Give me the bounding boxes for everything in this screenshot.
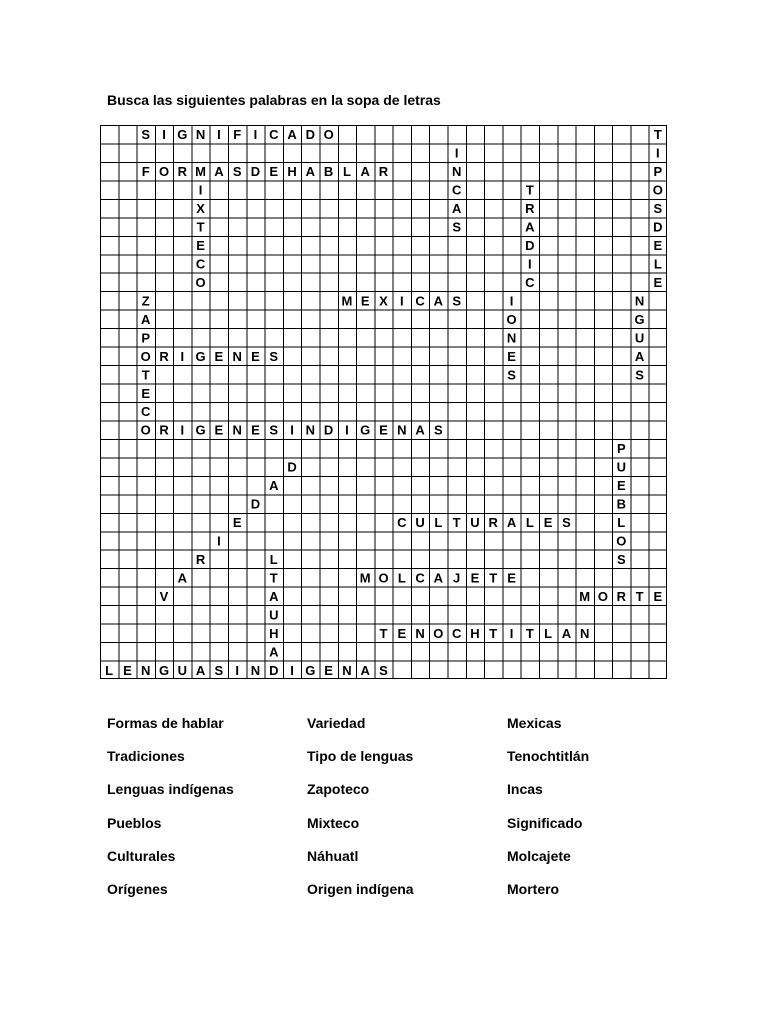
grid-letter: E: [123, 662, 132, 678]
grid-letter: S: [379, 662, 388, 678]
grid-letter: R: [177, 164, 188, 180]
grid-letter: N: [451, 164, 462, 180]
grid-letter: O: [195, 274, 206, 290]
grid-letter: L: [434, 515, 443, 531]
grid-letter: C: [141, 404, 151, 420]
grid-letter: O: [506, 311, 517, 327]
word-list-item: Molcajete: [507, 848, 571, 864]
grid-letter: I: [345, 422, 349, 438]
grid-letter: I: [180, 348, 185, 364]
grid-letter: N: [250, 662, 261, 678]
grid-letter: L: [653, 256, 662, 272]
grid-letter: A: [269, 588, 279, 604]
grid-letter: T: [141, 367, 150, 383]
grid-letter: T: [452, 515, 461, 531]
grid-letter: A: [360, 164, 370, 180]
grid-letter: P: [141, 330, 151, 346]
grid-letter: R: [488, 515, 498, 531]
grid-letter: U: [269, 607, 279, 623]
word-list-item: Mixteco: [307, 815, 360, 831]
grid-letter: L: [269, 551, 278, 567]
grid-letter: S: [141, 127, 151, 143]
grid-letter: A: [214, 164, 224, 180]
grid-letter: E: [232, 515, 242, 531]
grid-letter: N: [305, 422, 316, 438]
grid-letter: C: [415, 293, 425, 309]
grid-letter: L: [544, 625, 553, 641]
grid-letter: A: [433, 293, 444, 309]
grid-letter: N: [141, 662, 151, 678]
grid-letter: S: [269, 422, 279, 438]
grid-letter: C: [525, 274, 535, 290]
grid-letter: G: [195, 422, 206, 438]
grid-letter: I: [180, 422, 185, 438]
grid-letter: M: [579, 588, 591, 604]
word-list-item: Zapoteco: [307, 781, 370, 797]
grid-letter: E: [507, 570, 516, 586]
grid-letter: O: [323, 127, 334, 143]
word-list-item: Incas: [507, 781, 543, 797]
grid-letter: T: [635, 588, 644, 604]
grid-letter: E: [397, 625, 407, 641]
grid-letter: R: [195, 551, 206, 567]
grid-letter: M: [195, 164, 207, 180]
grid-letter: R: [616, 588, 626, 604]
word-list-item: Náhuatl: [307, 848, 359, 864]
grid-letter: N: [506, 330, 517, 346]
grid-letter: G: [305, 662, 316, 678]
grid-letter: G: [158, 662, 170, 678]
grid-letter: D: [269, 662, 279, 678]
word-list-item: Origen indígena: [307, 881, 414, 897]
grid-letter: N: [232, 348, 242, 364]
grid-letter: N: [415, 625, 425, 641]
grid-letter: I: [454, 145, 459, 161]
grid-letter: D: [250, 496, 261, 512]
grid-letter: R: [378, 164, 389, 180]
grid-letter: O: [616, 533, 627, 549]
word-list-item: Orígenes: [107, 881, 168, 897]
grid-letter: E: [251, 348, 260, 364]
grid-letter: A: [634, 348, 645, 364]
grid-letter: T: [489, 625, 498, 641]
grid-letter: T: [489, 570, 498, 586]
grid-letter: L: [105, 662, 114, 678]
grid-letter: A: [287, 127, 297, 143]
grid-letter: V: [159, 588, 169, 604]
grid-letter: E: [379, 422, 388, 438]
grid-letter: O: [597, 588, 609, 604]
grid-letter: B: [323, 164, 334, 180]
grid-letter: E: [269, 164, 279, 180]
grid-letter: T: [196, 219, 205, 235]
grid-letter: I: [217, 533, 221, 549]
grid-letter: R: [159, 422, 169, 438]
grid-letter: A: [433, 570, 444, 586]
grid-letter: E: [653, 588, 663, 604]
word-list-item: Formas de hablar: [107, 715, 224, 731]
grid-letter: I: [656, 145, 660, 161]
grid-letter: A: [305, 164, 316, 180]
grid-letter: L: [525, 515, 534, 531]
grid-letter: E: [196, 238, 205, 254]
grid-letter: S: [452, 293, 461, 309]
grid-letter: D: [305, 127, 316, 143]
grid-letter: O: [140, 422, 151, 438]
grid-letter: S: [653, 201, 663, 217]
grid-letter: E: [543, 515, 553, 531]
grid-letter: S: [214, 662, 224, 678]
grid-letter: A: [525, 219, 535, 235]
grid-letter: I: [162, 127, 166, 143]
grid-letter: A: [141, 311, 151, 327]
grid-letter: I: [290, 422, 294, 438]
grid-letter: S: [232, 164, 242, 180]
grid-letter: D: [250, 164, 261, 180]
grid-letter: A: [269, 644, 279, 660]
grid-letter: M: [359, 570, 371, 586]
grid-letter: C: [397, 515, 407, 531]
grid-letter: N: [342, 662, 352, 678]
grid-letter: U: [634, 330, 645, 346]
grid-letter: H: [287, 164, 297, 180]
grid-letter: N: [579, 625, 590, 641]
grid-letter: H: [269, 625, 279, 641]
word-list-item: Pueblos: [107, 815, 162, 831]
grid-letter: J: [453, 570, 461, 586]
grid-letter: I: [290, 662, 294, 678]
grid-letter: I: [253, 127, 258, 143]
grid-letter: C: [195, 256, 206, 272]
grid-letter: P: [653, 164, 663, 180]
grid-letter: E: [214, 422, 224, 438]
grid-letter: I: [528, 256, 532, 272]
grid-letter: O: [652, 182, 663, 198]
word-list-item: Culturales: [107, 848, 176, 864]
grid-letter: E: [360, 293, 370, 309]
grid-letter: U: [177, 662, 188, 678]
grid-letter: E: [653, 274, 663, 290]
grid-letter: F: [141, 164, 150, 180]
grid-letter: O: [433, 625, 444, 641]
grid-letter: T: [379, 625, 388, 641]
grid-letter: F: [233, 127, 242, 143]
grid-letter: O: [378, 570, 389, 586]
grid-letter: E: [251, 422, 260, 438]
grid-letter: E: [324, 662, 333, 678]
grid-letter: A: [269, 478, 279, 494]
grid-letter: A: [415, 422, 425, 438]
grid-letter: S: [562, 515, 571, 531]
grid-letter: S: [452, 219, 461, 235]
grid-letter: I: [198, 182, 203, 198]
grid-letter: T: [525, 182, 534, 198]
grid-letter: I: [509, 293, 514, 309]
grid-letter: I: [235, 662, 239, 678]
grid-letter: L: [397, 570, 406, 586]
grid-letter: O: [140, 348, 151, 364]
grid-letter: A: [360, 662, 370, 678]
word-search-grid: [100, 125, 667, 679]
grid-letter: E: [470, 570, 480, 586]
grid-letter: X: [379, 293, 388, 309]
grid-letter: C: [451, 182, 462, 198]
grid-letter: A: [177, 570, 188, 586]
grid-letter: G: [360, 422, 371, 438]
grid-letter: L: [617, 515, 626, 531]
grid-letter: O: [158, 164, 170, 180]
grid-letter: S: [616, 551, 626, 567]
grid-letter: A: [451, 201, 462, 217]
grid-letter: H: [470, 625, 480, 641]
grid-letter: C: [451, 625, 462, 641]
grid-letter: I: [509, 625, 514, 641]
grid-letter: X: [196, 201, 205, 217]
grid-letter: E: [214, 348, 224, 364]
grid-letter: G: [634, 311, 645, 327]
word-list-item: Variedad: [307, 715, 366, 731]
grid-letter: C: [269, 127, 279, 143]
grid-letter: T: [269, 570, 278, 586]
grid-letter: D: [323, 422, 334, 438]
grid-letter: I: [217, 127, 221, 143]
grid-letter: D: [287, 459, 297, 475]
word-list-item: Tenochtitlán: [507, 748, 590, 764]
grid-letter: C: [415, 570, 425, 586]
grid-letter: G: [177, 127, 188, 143]
grid-letter: U: [415, 515, 425, 531]
grid-letter: U: [470, 515, 480, 531]
grid-letter: U: [616, 459, 626, 475]
grid-letter: N: [195, 127, 206, 143]
grid-letter: S: [635, 367, 644, 383]
grid-letter: I: [399, 293, 404, 309]
grid-letter: D: [525, 238, 535, 254]
word-list-item: Mortero: [507, 881, 560, 897]
word-list-item: Tipo de lenguas: [307, 748, 414, 764]
page-title: Busca las siguientes palabras en la sopa de letras: [107, 92, 441, 108]
word-list-item: Mexicas: [507, 715, 562, 731]
word-list-item: Tradiciones: [107, 748, 185, 764]
grid-letter: P: [616, 441, 626, 457]
grid-letter: A: [506, 515, 517, 531]
grid-letter: S: [269, 348, 279, 364]
grid-letter: D: [653, 219, 663, 235]
grid-letter: T: [525, 625, 534, 641]
grid-letter: N: [232, 422, 242, 438]
word-list-item: Significado: [507, 815, 583, 831]
grid-letter: N: [397, 422, 407, 438]
grid-letter: S: [507, 367, 516, 383]
grid-letter: N: [634, 293, 645, 309]
grid-letter: A: [561, 625, 572, 641]
grid-letter: B: [616, 496, 626, 512]
word-list-item: Lenguas indígenas: [107, 781, 234, 797]
grid-letter: S: [434, 422, 443, 438]
grid-letter: R: [525, 201, 535, 217]
grid-letter: E: [616, 478, 626, 494]
grid-letter: E: [141, 385, 151, 401]
grid-letter: Z: [141, 293, 150, 309]
grid-letter: T: [653, 127, 662, 143]
grid-letter: R: [159, 348, 169, 364]
grid-letter: E: [507, 348, 516, 364]
grid-letter: A: [195, 662, 206, 678]
grid-letter: M: [341, 293, 353, 309]
grid-letter: L: [342, 164, 351, 180]
grid-letter: E: [653, 238, 663, 254]
grid-letter: G: [195, 348, 206, 364]
